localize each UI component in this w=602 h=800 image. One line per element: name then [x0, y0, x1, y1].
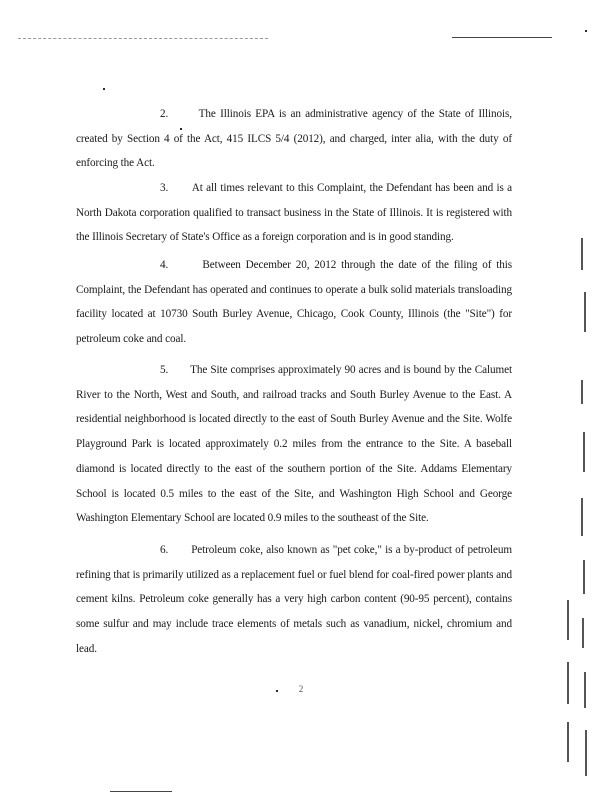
scan-margin-line	[583, 432, 585, 472]
scan-margin-line	[582, 618, 584, 648]
scan-speck	[585, 30, 587, 32]
scan-margin-line	[581, 498, 583, 536]
scan-speck	[103, 88, 105, 90]
page-number: 2	[298, 684, 304, 694]
scan-artifact-top-line	[18, 38, 268, 40]
paragraph-number: 4.	[160, 259, 169, 271]
paragraph-4	[76, 253, 512, 352]
paragraph-number: 2.	[160, 108, 169, 120]
scan-margin-line	[567, 722, 569, 762]
paragraph-3	[76, 176, 512, 250]
paragraph-2	[76, 102, 512, 176]
paragraph-text: Between December 20, 2012 through the date of the filing of this Complaint, the Defendant has operated and continues to operate a bulk solid materials transloading facility located at 10730 South Burley Avenue, Chicago, Cook County, Illinois (the "Site") for petroleum coke and coal.	[76, 259, 512, 346]
scan-artifact-top-right-line	[452, 37, 552, 38]
paragraph-text: At all times relevant to this Complaint, the Defendant has been and is a North Dakota corporation qualified to transact business in the State of Illinois. It is registered with the Illinois Secretary of State's Office as a foreign corporation and is in good standing.	[76, 182, 513, 244]
scan-margin-line	[581, 380, 583, 404]
scan-artifact-bottom-line	[110, 791, 172, 792]
paragraph-6	[76, 538, 512, 662]
paragraph-text: The Illinois EPA is an administrative agency of the State of Illinois, created by Section 4 of the Act, 415 ILCS 5/4 (2012), and charged, inter alia, with the duty of enforcing the Act.	[76, 108, 512, 170]
scan-margin-line	[584, 292, 586, 332]
paragraph-text: The Site comprises approximately 90 acres and is bound by the Calumet River to the North, West and South, and railroad tracks and South Burley Avenue to the East. A residential neighborhood is located directly to the east of South Burley Avenue and the Site. Wolfe Playground Park is located approximately 0.2 miles from the entrance to the Site. A baseball diamond is located directly to the east of the southern portion of the Site. Addams Elementary School is located 0.5 miles to the east of the Site, and Washington High School and George Washington Elementary School are located 0.9 miles to the southeast of the Site.	[76, 364, 512, 525]
scan-margin-line	[581, 238, 583, 270]
scan-margin-line	[567, 600, 569, 640]
scan-margin-line	[585, 730, 587, 776]
paragraph-text: Petroleum coke, also known as "pet coke," is a by-product of petroleum refining that is primarily utilized as a replacement fuel or fuel blend for coal-fired power plants and cement kilns. Petroleum coke generally has a very high carbon content (90-95 percent), contains some sulfur and may include trace elements of metals such as vanadium, nickel, chromium and lead.	[76, 544, 512, 655]
paragraph-number: 3.	[160, 182, 169, 194]
paragraph-number: 5.	[160, 364, 169, 376]
paragraph-5	[76, 358, 512, 531]
scan-margin-line	[567, 662, 569, 704]
paragraph-number: 6.	[160, 544, 169, 556]
scan-margin-line	[583, 560, 585, 594]
